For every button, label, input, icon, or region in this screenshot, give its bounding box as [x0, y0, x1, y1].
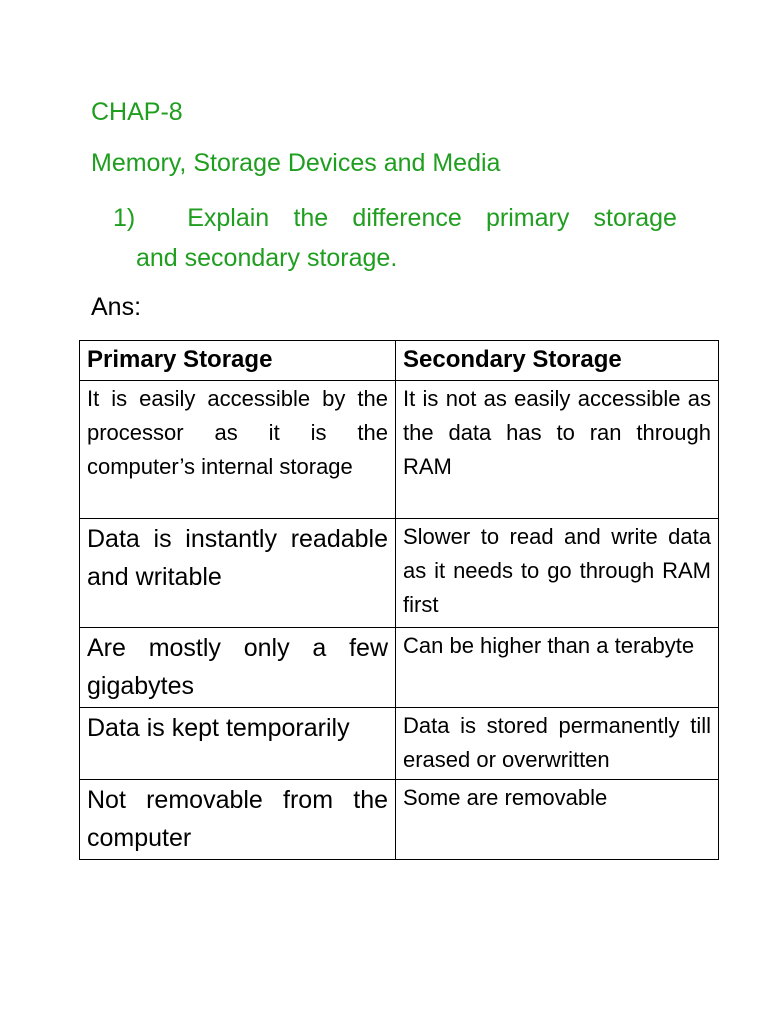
question-word: storage — [593, 204, 677, 232]
cell-primary: It is easily accessible by the processor as it is the computer’s internal storage — [80, 381, 396, 519]
header-primary-storage: Primary Storage — [80, 341, 396, 381]
question-word: difference — [352, 204, 462, 232]
question-number: 1) — [113, 204, 136, 232]
cell-primary: Are mostly only a few gigabytes — [80, 628, 396, 708]
comparison-table — [79, 340, 719, 860]
question-word: the — [293, 204, 329, 232]
question-line-2: and secondary storage. — [136, 244, 398, 272]
cell-primary: Data is instantly readable and writable — [80, 519, 396, 628]
header-secondary-storage: Secondary Storage — [396, 341, 719, 381]
cell-secondary: Slower to read and write data as it needs to go through RAM first — [396, 519, 719, 628]
table-row — [80, 780, 719, 860]
table-header-row — [80, 341, 719, 381]
chapter-title: Memory, Storage Devices and Media — [91, 149, 501, 177]
table-row — [80, 628, 719, 708]
cell-secondary: It is not as easily accessible as the data has to ran through RAM — [396, 381, 719, 519]
cell-primary: Not removable from the computer — [80, 780, 396, 860]
table-row — [80, 519, 719, 628]
chapter-number: CHAP-8 — [91, 98, 183, 126]
question-1 — [113, 198, 677, 278]
table-row — [80, 381, 719, 519]
question-word: Explain — [187, 204, 270, 232]
cell-secondary: Some are removable — [396, 780, 719, 860]
table-row — [80, 708, 719, 780]
answer-label: Ans: — [91, 293, 142, 321]
question-word: primary — [485, 204, 570, 232]
cell-primary: Data is kept temporarily — [80, 708, 396, 780]
cell-secondary: Can be higher than a terabyte — [396, 628, 719, 708]
cell-secondary: Data is stored permanently till erased or overwritten — [396, 708, 719, 780]
question-line-1 — [113, 198, 677, 238]
